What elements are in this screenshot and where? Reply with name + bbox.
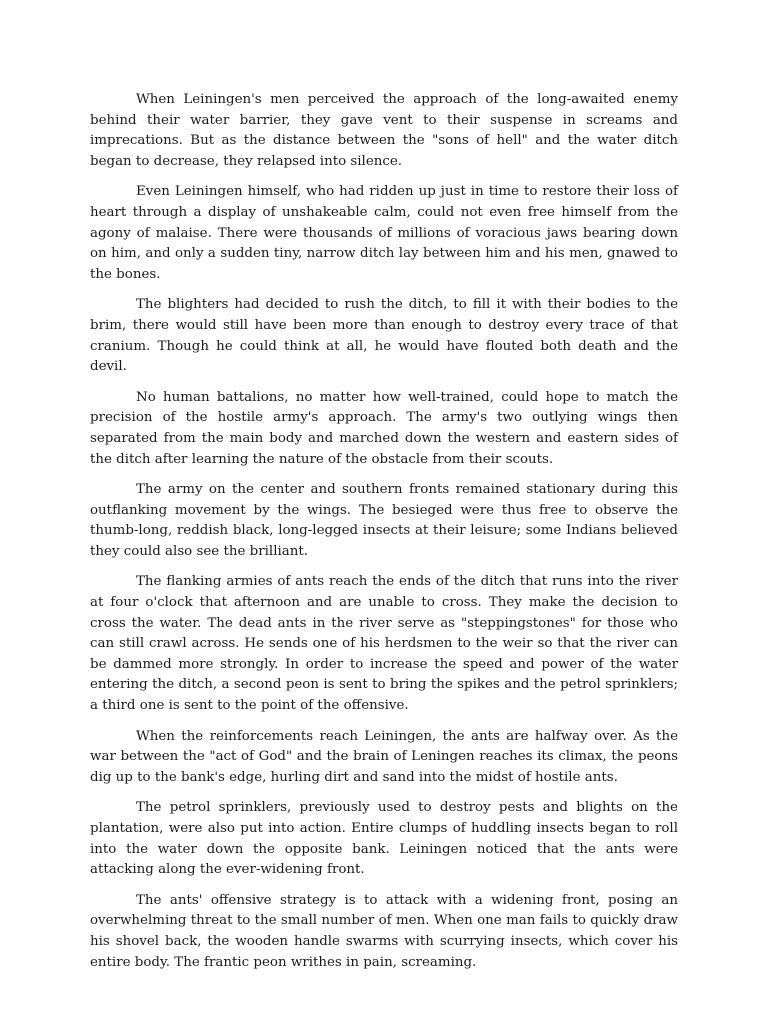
paragraph-6: The flanking armies of ants reach the ends of the ditch that runs into the river at four o'clock that afternoon and are unable to cross. They make the decision to cross the water. The dead ants in the river serve as "steppingstones" for those who can still crawl across. He sends one of his herdsmen to the weir so that the river can be dammed more strongly. In order to increase the speed and power of the water entering the ditch, a second peon is sent to bring the spikes and the petrol sprinklers; a third one is sent to the point of the offensive.	[90, 574, 678, 714]
paragraph-5: The army on the center and southern fronts remained stationary during this outflanking movement by the wings. The besieged were thus free to observe the thumb-long, reddish black, long-legged insects at their leisure; some Indians believed they could also see the brilliant.	[90, 482, 678, 559]
document-page	[90, 90, 678, 983]
paragraph-1: When Leiningen's men perceived the approach of the long-awaited enemy behind their water barrier, they gave vent to their suspense in screams and imprecations. But as the distance between the "sons of hell" and the water ditch began to decrease, they relapsed into silence.	[90, 92, 678, 169]
paragraph-9: The ants' offensive strategy is to attack with a widening front, posing an overwhelming threat to the small number of men. When one man fails to quickly draw his shovel back, the wooden handle swarms with scurrying insects, which cover his entire body. The frantic peon writhes in pain, screaming.	[90, 892, 678, 970]
paragraph-7: When the reinforcements reach Leiningen, the ants are halfway over. As the war between the "act of God" and the brain of Leningen reaches its climax, the peons dig up to the bank's edge, hurling dirt and sand into the midst of hostile ants.	[90, 728, 678, 785]
paragraph-3: The blighters had decided to rush the ditch, to fill it with their bodies to the brim, there would still have been more than enough to destroy every trace of that cranium. Though he could think at all, he would have flouted both death and the devil.	[90, 297, 678, 375]
paragraph-4: No human battalions, no matter how well-trained, could hope to match the precision of the hostile army's approach. The army's two outlying wings then separated from the main body and marched down the western and eastern sides of the ditch after learning the nature of the obstacle from their scouts.	[90, 389, 678, 467]
paragraph-8: The petrol sprinklers, previously used to destroy pests and blights on the plantation, were also put into action. Entire clumps of huddling insects began to roll into the water down the opposite bank. Leiningen noticed that the ants were attacking along the ever-widening front.	[90, 800, 678, 878]
paragraph-2: Even Leiningen himself, who had ridden up just in time to restore their loss of heart through a display of unshakeable calm, could not even free himself from the agony of malaise. There were thousands of millions of voracious jaws bearing down on him, and only a sudden tiny, narrow ditch lay between him and his men, gnawed to the bones.	[90, 184, 678, 282]
